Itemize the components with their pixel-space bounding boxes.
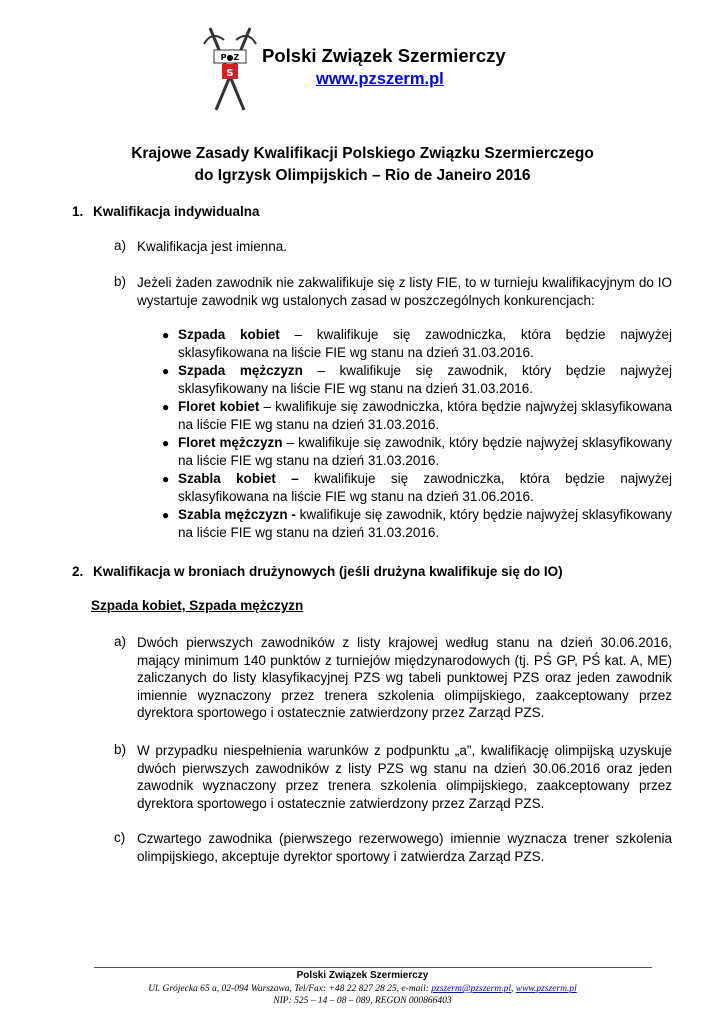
svg-text:S: S [226, 68, 234, 79]
footer-email-link[interactable]: pzszerm@pzszerm.pl [431, 984, 511, 994]
bullet-icon: ● [162, 508, 170, 522]
footer-divider [94, 967, 652, 968]
org-name: Polski Związek Szermierczy [262, 45, 506, 66]
item-2c-text: Czwartego zawodnika (pierwszego rezerwowego) imiennie wyznacza trener szkolenia olimpijskiego, akceptuje dyrektor sportowy i zatwierdza Zarząd PZS. [137, 831, 672, 864]
item-a-text: Kwalifikacja jest imienna. [137, 239, 288, 254]
bullet-szabla-mezczyzn: Szabla mężczyzn - kwalifikuje się zawodnik, który będzie najwyżej sklasyfikowany na liście FIE wg stanu na dzień 31.03.2016. [178, 507, 672, 540]
footer-nip: NIP: 525 – 14 – 08 – 089, REGON 000866403 [273, 996, 452, 1006]
svg-text:P●Z: P●Z [220, 53, 240, 62]
fencing-swords-icon [200, 22, 260, 114]
document-title-line1: Krajowe Zasady Kwalifikacji Polskiego Związku Szermierczego [131, 145, 594, 162]
item-2b-label: b) [114, 742, 127, 757]
bullet-floret-kobiet: Floret kobiet – kwalifikuje się zawodniczka, która będzie najwyżej sklasyfikowana na liście FIE wg stanu na dzień 31.03.2016. [178, 399, 672, 432]
bullet-icon: ● [162, 436, 170, 450]
item-2a-label: a) [114, 634, 127, 649]
bullet-icon: ● [162, 472, 170, 486]
bullet-szpada-mezczyzn: Szpada mężczyzn – kwalifikuje się zawodnik, który będzie najwyżej sklasyfikowany na liście FIE wg stanu na dzień 31.03.2016. [178, 363, 672, 396]
item-2b-text: W przypadku niespełnienia warunków z podpunktu „a”, kwalifikację olimpijską uzyskuje dwóch pierwszych zawodników z listy PZS wg stanu na dzień 30.06.2016 oraz jeden zawodnik wyznaczony przez trenera szkolenia olimpijskiego, zaakceptowany przez dyrektora sportowego i ostatecznie zatwierdzony przez Zarząd PZS. [137, 743, 672, 811]
footer-address: Ul. Grójecka 65 a, 02-094 Warszawa, Tel/Fax: +48 22 827 28 25, e-mail: pzszerm@pzszerm.pl, www.pzszerm.pl [148, 984, 577, 994]
item-2c-label: c) [114, 830, 126, 845]
item-a-label: a) [114, 238, 127, 253]
bullet-icon: ● [162, 400, 170, 414]
section-1-title: Kwalifikacja indywidualna [93, 204, 260, 219]
pzs-logo [200, 22, 260, 114]
bullet-icon: ● [162, 328, 170, 342]
section-1-number: 1. [72, 204, 84, 219]
subheading-szpada: Szpada kobiet, Szpada mężczyzn [91, 598, 304, 613]
website-link[interactable]: www.pzszerm.pl [316, 70, 444, 88]
footer-website-link[interactable]: www.pzszerm.pl [515, 984, 577, 994]
document-title-line2: do Igrzysk Olimpijskich – Rio de Janeiro 2016 [194, 167, 531, 184]
item-2a-text: Dwóch pierwszych zawodników z listy krajowej według stanu na dzień 30.06.2016, mający minimum 140 punktów z turniejów międzynarodowych (tj. PŚ GP, PŚ kat. A, ME) zaliczanych do listy klasyfikacyjnej PZS wg tabeli punktowej PZS oraz jeden zawodnik imiennie wyznaczony przez trenera szkolenia olimpijskiego, zaakceptowany przez dyrektora sportowego i ostatecznie zatwierdzony przez Zarząd PZS. [137, 635, 672, 720]
item-b-text: Jeżeli żaden zawodnik nie zakwalifikuje się z listy FIE, to w turnieju kwalifikacyjnym do IO wystartuje zawodnik wg ustalonych zasad w poszczególnych konkurencjach: [137, 275, 672, 308]
item-b-label: b) [114, 274, 127, 289]
footer-org-name: Polski Związek Szermierczy [296, 970, 429, 981]
bullet-floret-mezczyzn: Floret mężczyzn – kwalifikuje się zawodnik, który będzie najwyżej sklasyfikowany na liście FIE wg stanu na dzień 31.03.2016. [178, 435, 672, 468]
section-2-title: Kwalifikacja w broniach drużynowych (jeśli drużyna kwalifikuje się do IO) [93, 564, 563, 579]
bullet-szpada-kobiet: Szpada kobiet – kwalifikuje się zawodniczka, która będzie najwyżej sklasyfikowana na liście FIE wg stanu na dzień 31.03.2016. [178, 327, 672, 360]
bullet-szabla-kobiet: Szabla kobiet – kwalifikuje się zawodniczka, która będzie najwyżej sklasyfikowana na liście FIE wg stanu na dzień 31.06.2016. [178, 471, 672, 504]
bullet-icon: ● [162, 364, 170, 378]
section-2-number: 2. [72, 564, 84, 579]
